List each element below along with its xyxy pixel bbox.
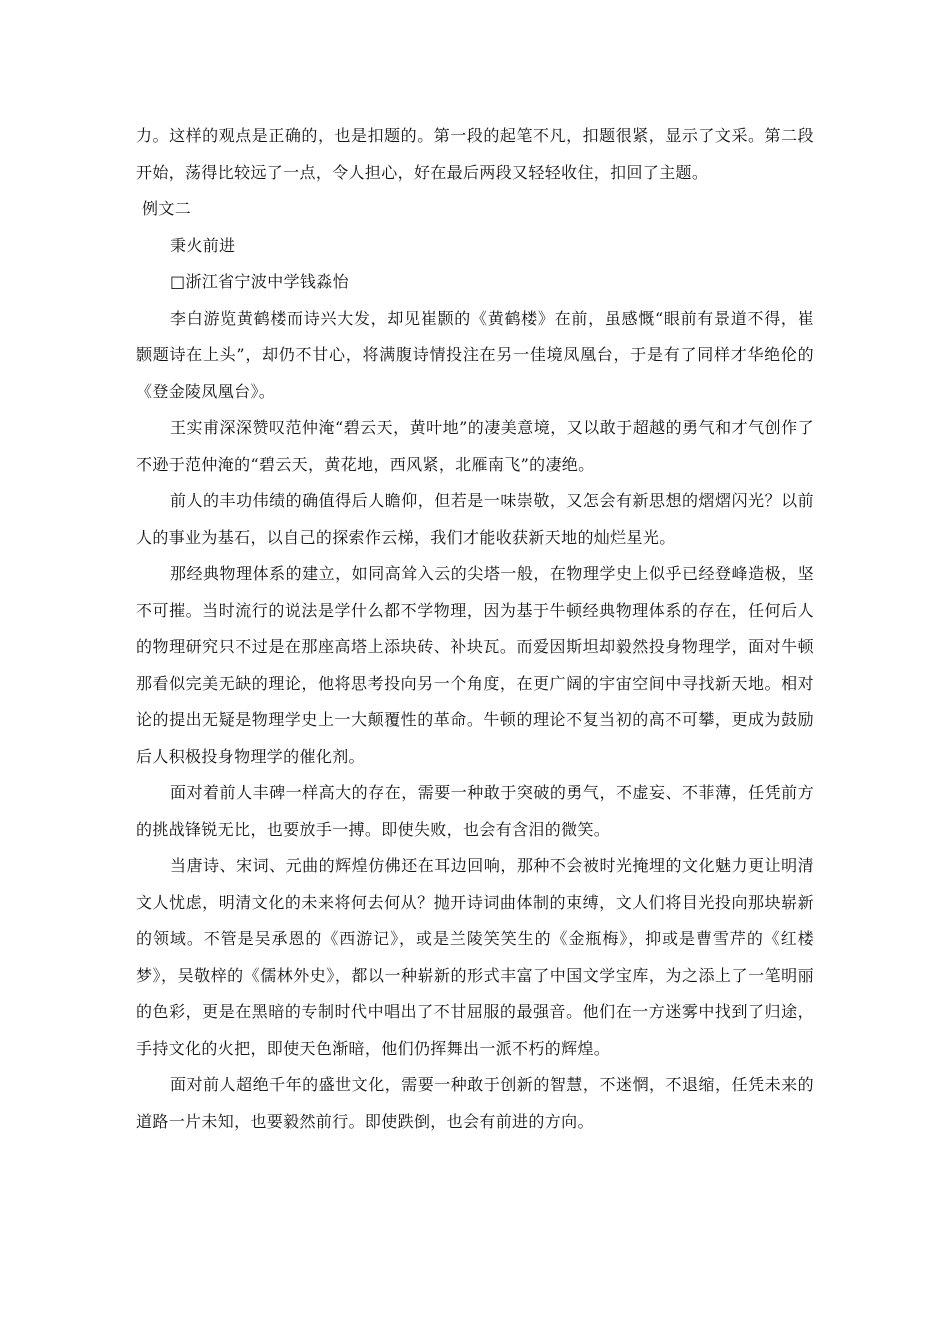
essay-paragraph: 李白游览黄鹤楼而诗兴大发，却见崔颢的《黄鹤楼》在前，虽感慨“眼前有景道不得，崔颢题诗在上头”，却仍不甘心，将满腹诗情投注在另一佳境凤凰台，于是有了同样才华绝伦的《登金陵凤凰台》。 [136,308,814,401]
essay-author: □浙江省宁波中学钱淼怡 [170,272,349,291]
essay-paragraph: 前人的丰功伟绩的确值得后人瞻仰，但若是一味崇敬，又怎会有新思想的熠熠闪光？以前人的事业为基石，以自己的探索作云梯，我们才能收获新天地的灿烂星光。 [136,491,814,547]
paragraph-continuation: 力。这样的观点是正确的，也是扣题的。第一段的起笔不凡，扣题很紧，显示了文采。第二段开始，荡得比较远了一点，令人担心，好在最后两段又轻轻收住，扣回了主题。 [136,126,814,182]
essay-paragraph: 面对着前人丰碑一样高大的存在，需要一种敢于突破的勇气，不虚妄、不菲薄，任凭前方的挑战锋锐无比，也要放手一搏。即使失败，也会有含泪的微笑。 [136,783,814,839]
essay-paragraph: 王实甫深深赞叹范仲淹“碧云天，黄叶地”的凄美意境，又以敢于超越的勇气和才气创作了不逊于范仲淹的“碧云天，黄花地，西风紧，北雁南飞”的凄绝。 [136,418,814,474]
document-page [136,118,814,1140]
essay-paragraph: 当唐诗、宋词、元曲的辉煌仿佛还在耳边回响，那种不会被时光掩埋的文化魅力更让明清文人忧虑，明清文化的未来将何去何从？抛开诗词曲体制的束缚，文人们将目光投向那块崭新的领域。不管是吴承恩的《西游记》，或是兰陵笑笑生的《金瓶梅》，抑或是曹雪芹的《红楼梦》，吴敬梓的《儒林外史》，都以一种崭新的形式丰富了中国文学宝库，为之添上了一笔明丽的色彩，更是在黑暗的专制时代中唱出了不甘屈服的最强音。他们在一方迷雾中找到了归途，手持文化的火把，即使天色渐暗，他们仍挥舞出一派不朽的辉煌。 [136,856,814,1058]
essay-paragraph: 面对前人超绝千年的盛世文化，需要一种敢于创新的智慧，不迷惘，不退缩，任凭未来的道路一片未知，也要毅然前行。即使跌倒，也会有前进的方向。 [136,1075,814,1131]
essay-paragraph: 那经典物理体系的建立，如同高耸入云的尖塔一般，在物理学史上似乎已经登峰造极，坚不可摧。当时流行的说法是学什么都不学物理，因为基于牛顿经典物理体系的存在，任何后人的物理研究只不过是在那座高塔上添块砖、补块瓦。而爱因斯坦却毅然投身物理学，面对牛顿那看似完美无缺的理论，他将思考投向另一个角度，在更广阔的宇宙空间中寻找新天地。相对论的提出无疑是物理学史上一大颠覆性的革命。牛顿的理论不复当初的高不可攀，更成为鼓励后人积极投身物理学的催化剂。 [136,564,814,766]
example-heading: 例文二 [142,199,192,218]
essay-title: 秉火前进 [170,235,236,255]
